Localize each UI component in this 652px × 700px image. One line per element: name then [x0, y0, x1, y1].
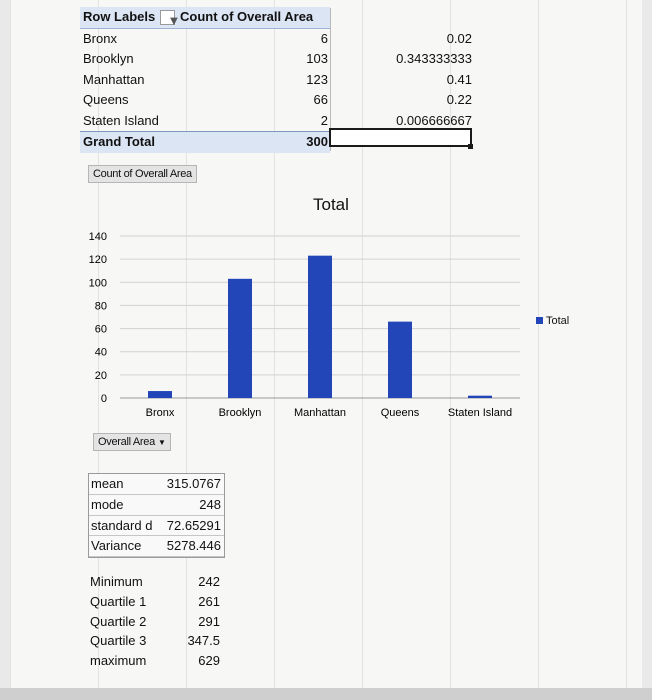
stat-label[interactable]: maximum	[90, 653, 147, 669]
stats-row	[88, 631, 223, 651]
stat-value[interactable]: 5278.446	[166, 538, 221, 554]
stat-value[interactable]: 291	[198, 613, 220, 629]
stat-label[interactable]: mean	[91, 476, 124, 491]
quartile-stats-table	[88, 572, 223, 671]
bar[interactable]	[308, 256, 332, 398]
chart-title: Total	[313, 195, 349, 214]
x-category-label: Bronx	[145, 407, 175, 419]
pivot-row-ratio[interactable]: 0.006666667	[396, 112, 472, 128]
pivot-row-label[interactable]: Brooklyn	[83, 51, 134, 66]
summary-stats-table	[88, 473, 225, 558]
stat-value[interactable]: 261	[198, 593, 220, 609]
bar[interactable]	[148, 391, 172, 398]
bar[interactable]	[468, 396, 492, 398]
y-tick-label: 40	[94, 346, 107, 359]
stat-label[interactable]: mode	[91, 496, 124, 512]
y-tick-label: 120	[88, 254, 107, 267]
pivot-row-count[interactable]: 123	[306, 71, 328, 87]
x-category-label: Queens	[380, 407, 420, 419]
bar[interactable]	[228, 279, 252, 398]
row-labels-header[interactable]: Row Labels	[83, 9, 156, 24]
x-category-label: Brooklyn	[218, 407, 262, 419]
grand-total-label[interactable]: Grand Total	[83, 134, 155, 149]
value-field-button[interactable]: Count of Overall Area	[88, 165, 197, 183]
stats-row	[89, 495, 224, 516]
stat-value[interactable]: 629	[198, 653, 220, 669]
y-tick-label: 0	[100, 393, 107, 405]
legend-swatch	[536, 317, 543, 324]
pivot-row-ratio[interactable]: 0.02	[446, 30, 472, 46]
chart-legend	[536, 315, 569, 327]
stat-label[interactable]: Minimum	[90, 574, 143, 589]
stats-row	[89, 536, 224, 557]
stat-value[interactable]: 315.0767	[166, 476, 221, 491]
stat-value[interactable]: 72.65291	[166, 517, 221, 533]
y-tick-label: 20	[94, 369, 107, 382]
axis-field-label: Overall Area	[98, 436, 155, 448]
stat-label[interactable]: Quartile 2	[90, 613, 147, 629]
chevron-down-icon: ▼	[167, 13, 181, 28]
pivot-row-label[interactable]: Manhattan	[83, 71, 145, 87]
pivot-row-count[interactable]: 2	[320, 112, 328, 128]
stat-label[interactable]: Variance	[91, 538, 142, 554]
pivot-row-ratio[interactable]: 0.22	[446, 92, 472, 107]
stat-label[interactable]: Quartile 1	[90, 593, 147, 609]
stat-value[interactable]: 347.5	[187, 633, 220, 649]
count-header[interactable]: Count of Overall Area	[180, 9, 314, 24]
pivot-row-count[interactable]: 6	[320, 30, 328, 46]
stats-row	[89, 474, 224, 495]
stat-label[interactable]: Quartile 3	[90, 633, 147, 649]
pivot-row-label[interactable]: Bronx	[83, 30, 117, 46]
y-tick-label: 100	[88, 277, 107, 290]
stats-row	[88, 572, 223, 592]
stats-row	[88, 612, 223, 632]
pivot-row-count[interactable]: 103	[306, 51, 328, 66]
x-category-label: Staten Island	[447, 407, 513, 419]
pivot-row-count[interactable]: 66	[313, 92, 328, 107]
stats-row	[88, 592, 223, 612]
stat-label[interactable]: standard d	[91, 517, 153, 533]
stats-row	[89, 516, 224, 537]
pivot-row-ratio[interactable]: 0.41	[446, 71, 472, 87]
y-tick-label: 140	[88, 231, 107, 243]
axis-field-button[interactable]	[93, 433, 171, 451]
pivot-row-ratio[interactable]: 0.343333333	[396, 51, 472, 66]
pivot-row-label[interactable]: Staten Island	[83, 112, 159, 128]
bar[interactable]	[388, 322, 412, 398]
stat-value[interactable]: 248	[199, 496, 221, 512]
stats-row	[88, 651, 223, 671]
y-tick-label: 60	[94, 323, 107, 336]
x-category-label: Manhattan	[294, 407, 346, 419]
chevron-down-icon: ▼	[157, 438, 166, 447]
y-tick-label: 80	[94, 300, 107, 313]
pivot-row-label[interactable]: Queens	[83, 92, 129, 107]
legend-label: Total	[546, 315, 570, 327]
grand-total-count[interactable]: 300	[306, 134, 328, 149]
stat-value[interactable]: 242	[198, 574, 220, 589]
